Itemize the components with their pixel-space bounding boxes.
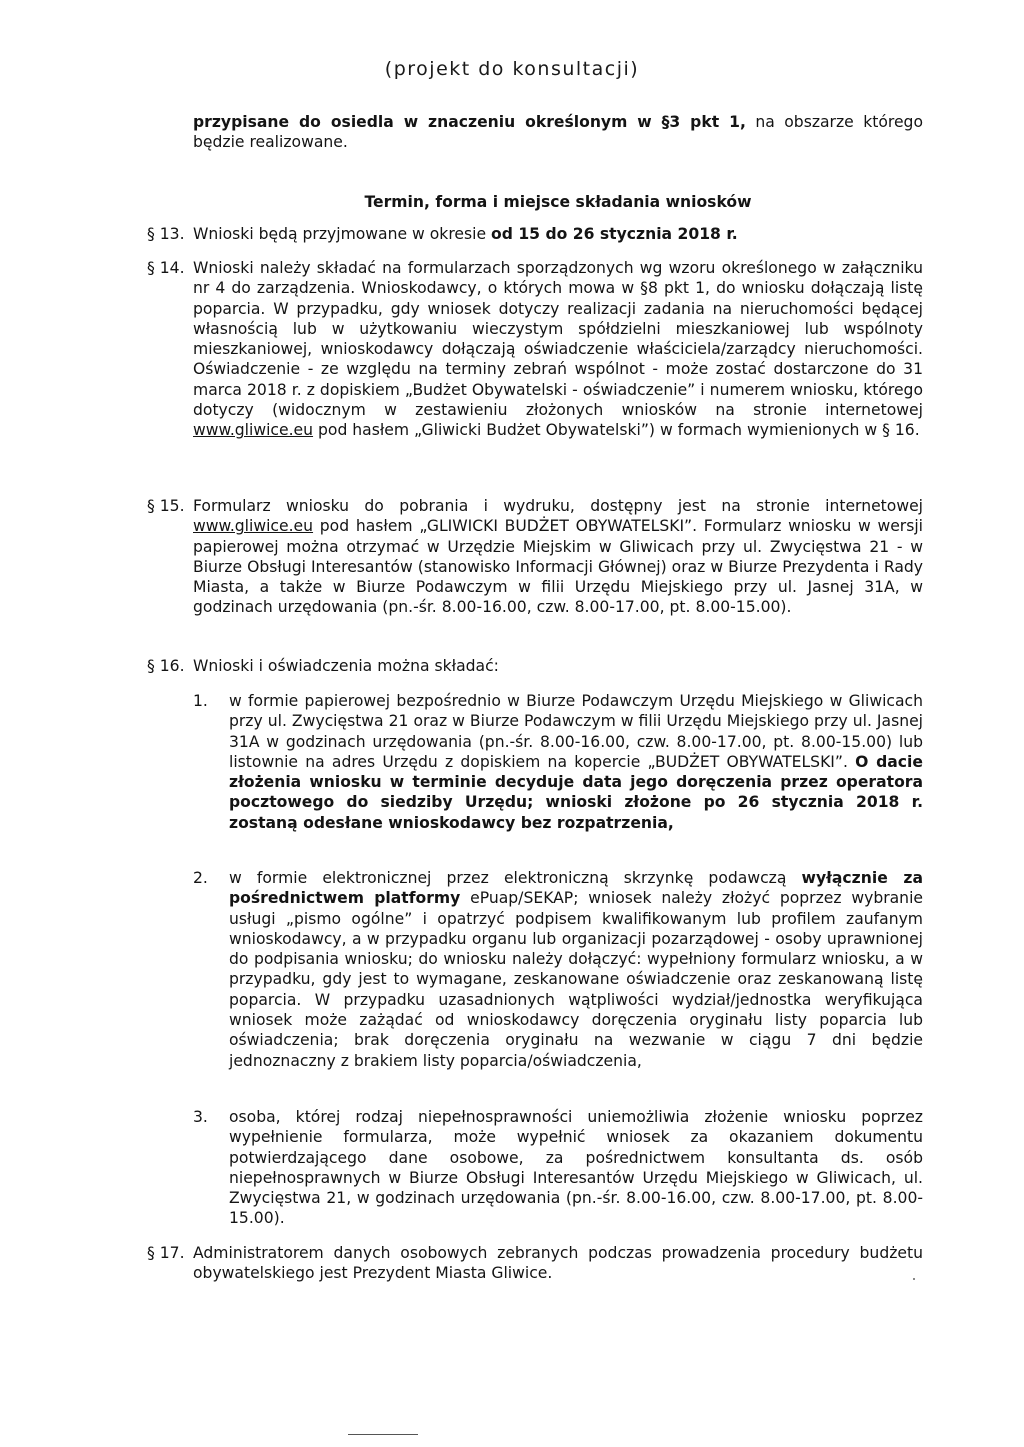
paragraph-13 [147, 224, 923, 244]
paragraph-13-number: § 13. [147, 225, 185, 243]
list-item-2-bold: wyłącznie za pośrednictwem platformy [229, 869, 923, 908]
list-item-2-number: 2. [193, 869, 208, 887]
paragraph-14-number: § 14. [147, 259, 185, 277]
intro-rest: na obszarze którego będzie realizowane. [193, 113, 923, 152]
intro-bold: przypisane do osiedla w znaczeniu określonym w §3 pkt 1, [193, 113, 746, 131]
list-item-3-text: osoba, której rodzaj niepełnosprawności uniemożliwia złożenie wniosku poprzez wypełnienie formularza, może wypełnić wniosek za okazaniem dokumentu potwierdzającego dane osobowe, za pośrednictwem konsultanta ds. osób niepełnosprawnych w Biurze Obsługi Interesantów Urzędu Miejskiego w Gliwicach, ul. Zwycięstwa 21, w godzinach urzędowania (pn.-śr. 8.00-16.00, czw. 8.00-17.00, pt. 8.00-15.00). [229, 1108, 923, 1228]
list-item-1 [193, 691, 923, 833]
paragraph-16-text: Wnioski i oświadczenia można składać: [193, 657, 499, 675]
list-item-2-text-b: ePuap/SEKAP; wniosek należy złożyć poprzez wybranie usługi „pismo ogólne” i opatrzyć podpisem kwalifikowanym lub profilem zaufanym wnioskodawcy, a w przypadku organu lub organizacji pozarządowej - osoby uprawnionej do podpisania wniosku; do wniosku należy dołączyć: wypełniony formularz wniosku, a w przypadku, gdy jest to wymagane, zeskanowane oświadczenie oraz zeskanowaną listę poparcia. W przypadku uzasadnionych wątpliwości wydział/jednostka weryfikująca wniosek może zażądać od wnioskodawcy doręczenia oryginału listy poparcia lub oświadczenia; brak doręczenia oryginału na wezwanie w ciągu 7 dni będzie jednoznaczny z brakiem listy poparcia/oświadczenia, [229, 889, 923, 1070]
scan-speck [913, 1278, 915, 1280]
paragraph-15-link[interactable]: www.gliwice.eu [193, 517, 314, 536]
paragraph-13-text: Wnioski będą przyjmowane w okresie [193, 225, 492, 243]
paragraph-15-text-a: Formularz wniosku do pobrania i wydruku, dostępny jest na stronie internetowej [193, 497, 923, 515]
paragraph-16 [147, 656, 923, 676]
section-heading: Termin, forma i miejsce składania wniosków [364, 193, 752, 211]
list-item-3-number: 3. [193, 1108, 208, 1126]
paragraph-14-link[interactable]: www.gliwice.eu [193, 421, 314, 440]
paragraph-15 [147, 496, 923, 618]
paragraph-16-number: § 16. [147, 657, 185, 675]
paragraph-14-text-b: pod hasłem „Gliwicki Budżet Obywatelski”) w formach wymienionych w § 16. [313, 421, 920, 440]
list-item-3 [193, 1107, 923, 1229]
paragraph-15-text-b: pod hasłem „GLIWICKI BUDŻET OBYWATELSKI”. Formularz wniosku w wersji papierowej można otrzymać w Urzędzie Miejskim w Gliwicach przy ul. Zwycięstwa 21 - w Biurze Obsługi Interesantów (stanowisko Informacji Głównej) oraz w Biurze Prezydenta i Rady Miasta, a także w Biurze Podawczym w filii Urzędu Miejskiego przy ul. Jasnej 31A, w godzinach urzędowania (pn.-śr. 8.00-16.00, czw. 8.00-17.00, pt. 8.00-15.00). [193, 517, 923, 617]
list-item-1-bold: O dacie złożenia wniosku w terminie decyduje data jego doręczenia przez operatora pocztowego do siedziby Urzędu; wnioski złożone po 26 stycznia 2018 r. zostaną odesłane wnioskodawcy bez rozpatrzenia, [229, 752, 923, 832]
list-item-2-text-a: w formie elektronicznej przez elektroniczną skrzynkę podawczą [229, 869, 802, 887]
paragraph-17-text: Administratorem danych osobowych zebranych podczas prowadzenia procedury budżetu obywatelskiego jest Prezydent Miasta Gliwice. [193, 1244, 923, 1283]
footer-line [348, 1434, 418, 1435]
paragraph-13-bold: od 15 do 26 stycznia 2018 r. [491, 225, 738, 243]
intro-paragraph [193, 112, 923, 153]
paragraph-17-number: § 17. [147, 1244, 185, 1262]
list-item-1-text: w formie papierowej bezpośrednio w Biurze Podawczym Urzędu Miejskiego w Gliwicach przy ul. Zwycięstwa 21 oraz w Biurze Podawczym w filii Urzędu Miejskiego przy ul. Jasnej 31A w godzinach urzędowania (pn.-śr. 8.00-16.00, czw. 8.00-17.00, pt. 8.00-15.00) lub listownie na adres Urzędu z dopiskiem na kopercie „BUDŻET OBYWATELSKI”. [229, 692, 923, 771]
paragraph-15-number: § 15. [147, 497, 185, 515]
paragraph-14-text-a: Wnioski należy składać na formularzach sporządzonych wg wzoru określonego w załączniku nr 4 do zarządzenia. Wnioskodawcy, o których mowa w §8 pkt 1, do wniosku dołączają listę poparcia. W przypadku, gdy wniosek dotyczy realizacji zadania na nieruchomości będącej własnością lub w użytkowaniu wieczystym spółdzielni mieszkaniowej lub wspólnoty mieszkaniowej, wnioskodawcy dołączają oświadczenie właściciela/zarządcy nieruchomości. Oświadczenie - ze względu na terminy zebrań wspólnot - może zostać dostarczone do 31 marca 2018 r. z dopiskiem „Budżet Obywatelski - oświadczenie” i numerem wniosku, którego dotyczy (widocznym w zestawieniu złożonych wniosków na stronie internetowej [193, 259, 923, 420]
list-item-2 [193, 868, 923, 1071]
document-header: (projekt do konsultacji) [384, 58, 640, 80]
paragraph-17 [147, 1243, 923, 1284]
paragraph-14 [147, 258, 923, 441]
list-item-1-number: 1. [193, 692, 208, 710]
